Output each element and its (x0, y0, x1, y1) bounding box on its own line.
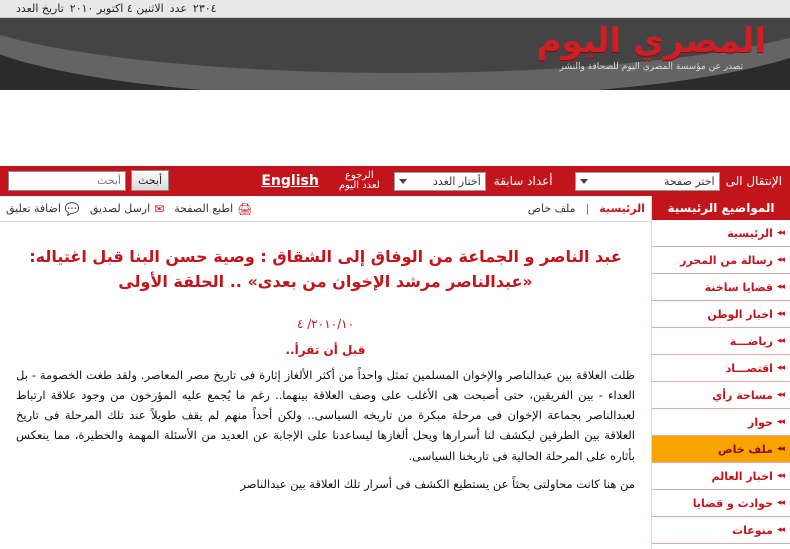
article-toolbar (0, 196, 651, 222)
back-to-today-line1: الرجوع (344, 169, 374, 181)
double-chevron-icon: ◂◂ (776, 471, 784, 481)
masthead-whitespace (0, 90, 790, 166)
article-paragraph: ظلت العلاقة بين عبدالناصر والإخوان المسلمين تمثل واحداً من أكثر الألغاز إثارة فى تاريخ مصر المعاصر. ولقد طغت الخصومة - بل العداء - بين الفريقين، حتى أصبحت هى الأغلب على وصف العلاقة بينهما.. رغم ما يُجمع عليه المؤرخون من وجود علاقة ارتباط لعبدالناصر بجماعة الإخوان فى مرحلة مبكرة من تاريخه السياسى.. ولكن أحداً منهم لم يقف طويلاً عند تلك المرحلة فى تاريخ العلاقة بين الطرفين ليكشف لنا أسرارها ويحل ألغازها ليساعدنا على الإجابة عن العديد من الأسئلة المهمة والخطيرة، مما ينعكس بأثاره على المرحلة الحالية فى تاريخنا السياسى. (16, 368, 635, 463)
back-to-today-line2: لعدد اليوم (338, 180, 380, 191)
sidebar-item-label: قضايا ساخنة (704, 280, 773, 294)
search-input[interactable] (8, 171, 126, 191)
sidebar-item-economy[interactable] (652, 355, 790, 382)
sidebar-item-label: حوادث و قضايا (692, 496, 773, 510)
sidebar-item-label: اخبار العالم (711, 469, 773, 483)
breadcrumb-current: ملف خاص (527, 202, 576, 215)
site-logo[interactable] (536, 21, 766, 72)
article-paragraph: من هنا كانت محاولتى بحثاً عن يستطيع الكشف فى أسرار تلك العلاقة بين عبدالناصر (240, 476, 635, 491)
chevron-down-icon (580, 179, 588, 184)
search-button[interactable]: أبحث (131, 170, 169, 191)
double-chevron-icon: ◂◂ (776, 255, 784, 265)
date-value: الاثنين ٤ اكتوبر ٢٠١٠ (69, 2, 164, 15)
double-chevron-icon: ◂◂ (776, 309, 784, 319)
sidebar-item-editor-letter[interactable] (652, 247, 790, 274)
page-select[interactable] (575, 172, 720, 191)
comment-icon: 💬 (64, 201, 80, 216)
issue-number-label: عدد (169, 2, 187, 15)
date-bar (0, 0, 790, 18)
print-page-label: اطبع الصفحة (174, 202, 234, 215)
print-page-button[interactable] (174, 202, 252, 216)
add-comment-button[interactable] (6, 202, 80, 216)
masthead (0, 18, 790, 90)
chevron-down-icon (399, 179, 407, 184)
sidebar-item-world-news[interactable] (652, 463, 790, 490)
sidebar-item-home[interactable] (652, 220, 790, 247)
article-column (0, 196, 652, 549)
sidebar (652, 196, 790, 549)
sidebar-item-misc[interactable] (652, 517, 790, 544)
double-chevron-icon: ◂◂ (776, 525, 784, 535)
sidebar-item-interview[interactable] (652, 409, 790, 436)
article-date: ٢٠١٠/١٠/ ٤ (296, 317, 355, 332)
article-headline: عبد الناصر و الجماعة من الوفاق إلى الشقاق : وصية حسن البنا قبل اغتياله: «عبدالناصر مرشد الإخوان من بعدى» .. الحلقة الأولى (29, 246, 622, 291)
date-label: تاريخ العدد (16, 2, 64, 15)
envelope-icon: ✉ (154, 201, 165, 216)
goto-label: الإنتقال الى (725, 174, 782, 188)
sidebar-item-sports[interactable] (652, 328, 790, 355)
sidebar-item-opinion[interactable] (652, 382, 790, 409)
double-chevron-icon: ◂◂ (776, 228, 784, 238)
double-chevron-icon: ◂◂ (776, 363, 784, 373)
sidebar-item-label: مساحة رأي (712, 388, 773, 402)
sidebar-item-label: ملف خاص (717, 442, 773, 456)
breadcrumb-separator: | (585, 202, 590, 215)
article-kicker: قبل أن تقرأ.. (285, 343, 366, 358)
add-comment-label: اضافة تعليق (6, 202, 61, 215)
printer-icon: 🖨 (237, 201, 253, 216)
site-logo-text: المصري اليوم (536, 21, 766, 61)
page-content (0, 196, 790, 549)
issue-number-value: ٢٣٠٤ (192, 2, 217, 15)
sidebar-item-hot-issues[interactable] (652, 274, 790, 301)
send-to-friend-button[interactable] (90, 202, 164, 216)
sidebar-item-label: رياضـــة (729, 334, 773, 348)
sidebar-item-special-file[interactable] (652, 436, 790, 463)
back-to-today-button[interactable] (339, 171, 380, 192)
english-link[interactable]: English (261, 173, 319, 189)
issue-select-value: أختار العدد (433, 174, 481, 188)
sidebar-item-label: حوار (748, 415, 773, 429)
navbar-right-group (575, 172, 790, 191)
double-chevron-icon: ◂◂ (776, 444, 784, 454)
previous-issues-label: أعداد سابقة (493, 174, 553, 188)
double-chevron-icon: ◂◂ (776, 282, 784, 292)
article-body (0, 363, 651, 494)
double-chevron-icon: ◂◂ (776, 336, 784, 346)
breadcrumb-home[interactable]: الرئيسية (599, 202, 645, 215)
double-chevron-icon: ◂◂ (776, 390, 784, 400)
sidebar-item-label: منوعات (732, 523, 773, 537)
page-select-value: اختر صفحة (663, 174, 715, 188)
sidebar-item-accidents[interactable] (652, 490, 790, 517)
site-tagline: تصدر عن مؤسسة المصري اليوم للصحافة والنشر (559, 61, 744, 72)
sidebar-title: المواضيع الرئيسية (652, 196, 790, 220)
sidebar-item-label: رسالة من المحرر (680, 253, 773, 267)
main-navbar (0, 166, 790, 196)
send-to-friend-label: ارسل لصديق (89, 202, 151, 215)
double-chevron-icon: ◂◂ (776, 498, 784, 508)
issue-select[interactable] (394, 172, 486, 191)
sidebar-item-national-news[interactable] (652, 301, 790, 328)
navbar-search-group (8, 170, 169, 191)
sidebar-item-label: اخبار الوطن (707, 307, 773, 321)
double-chevron-icon: ◂◂ (776, 417, 784, 427)
sidebar-item-label: الرئيسية (727, 226, 773, 240)
navbar-mid-group (261, 171, 552, 192)
sidebar-item-label: اقتصـــاد (725, 361, 773, 375)
